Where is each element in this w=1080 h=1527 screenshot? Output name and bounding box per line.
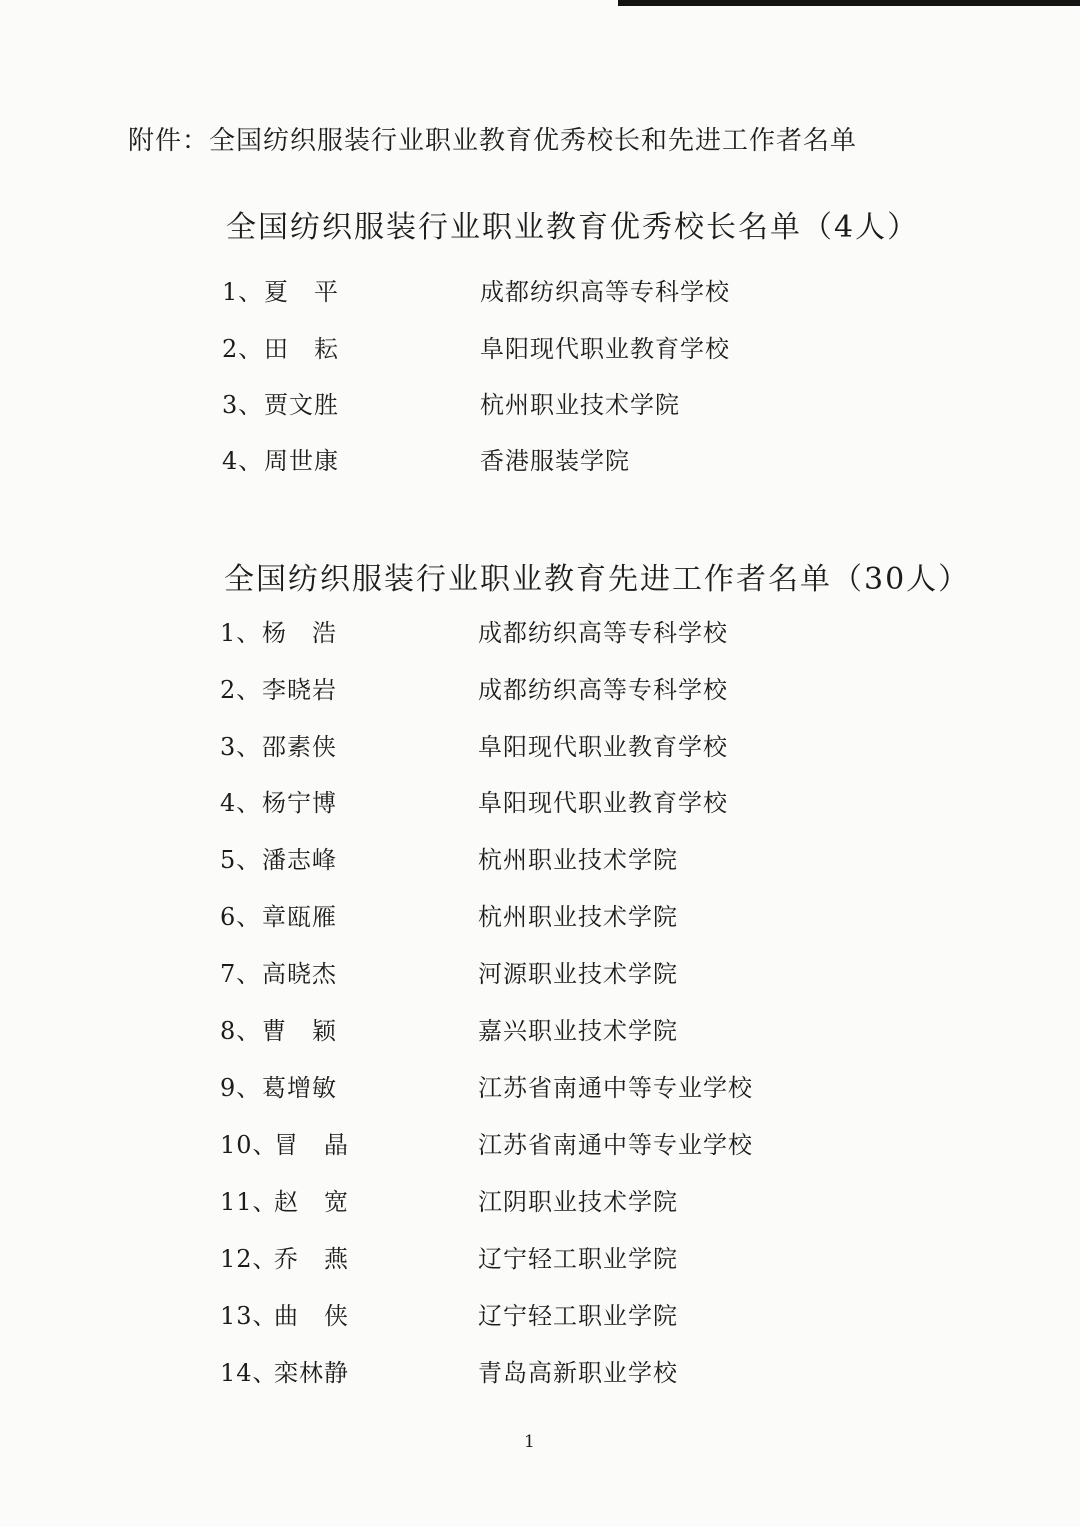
entry-organization: 成都纺织高等专科学校	[480, 278, 730, 306]
entry-name: 赵 宽	[274, 1188, 349, 1216]
entry-organization: 杭州职业技术学院	[478, 903, 678, 931]
entry-name: 乔 燕	[274, 1245, 349, 1273]
entry-index: 7、	[220, 960, 262, 988]
entry-organization: 嘉兴职业技术学院	[478, 1017, 678, 1045]
entry-name: 夏 平	[264, 278, 339, 306]
entry-index: 14、	[220, 1359, 278, 1387]
entry-index: 9、	[220, 1074, 262, 1102]
attachment-title: 附件：全国纺织服装行业职业教育优秀校长和先进工作者名单	[128, 126, 858, 156]
scan-edge-shadow	[618, 0, 1080, 6]
entry-index: 10、	[220, 1131, 278, 1159]
entry-organization: 江苏省南通中等专业学校	[478, 1131, 753, 1159]
entry-organization: 香港服装学院	[480, 447, 630, 475]
entry-name: 邵素侠	[262, 733, 337, 761]
entry-organization: 阜阳现代职业教育学校	[478, 789, 728, 817]
section-title-principals: 全国纺织服装行业职业教育优秀校长名单（4人）	[226, 210, 920, 245]
section-title-workers: 全国纺织服装行业职业教育先进工作者名单（30人）	[224, 562, 971, 597]
entry-name: 贾文胜	[264, 391, 339, 419]
entry-name: 冒 晶	[274, 1131, 349, 1159]
entry-index: 12、	[220, 1245, 278, 1273]
entry-organization: 阜阳现代职业教育学校	[478, 733, 728, 761]
entry-index: 11、	[220, 1188, 278, 1216]
entry-name: 曹 颖	[262, 1017, 337, 1045]
entry-index: 8、	[220, 1017, 262, 1045]
entry-name: 栾林静	[274, 1359, 349, 1387]
entry-name: 田 耘	[264, 335, 339, 363]
entry-index: 4、	[220, 789, 262, 817]
entry-organization: 辽宁轻工职业学院	[478, 1302, 678, 1330]
entry-name: 曲 侠	[274, 1302, 349, 1330]
entry-organization: 成都纺织高等专科学校	[478, 676, 728, 704]
entry-name: 葛增敏	[262, 1074, 337, 1102]
entry-index: 2、	[220, 676, 262, 704]
entry-organization: 江苏省南通中等专业学校	[478, 1074, 753, 1102]
entry-index: 4、	[222, 447, 264, 475]
entry-organization: 青岛高新职业学校	[478, 1359, 678, 1387]
entry-organization: 成都纺织高等专科学校	[478, 619, 728, 647]
entry-index: 1、	[220, 619, 262, 647]
entry-organization: 杭州职业技术学院	[478, 846, 678, 874]
entry-organization: 江阴职业技术学院	[478, 1188, 678, 1216]
entry-index: 5、	[220, 846, 262, 874]
entry-index: 2、	[222, 335, 264, 363]
entry-name: 潘志峰	[262, 846, 337, 874]
entry-name: 李晓岩	[262, 676, 337, 704]
entry-name: 杨 浩	[262, 619, 337, 647]
entry-organization: 辽宁轻工职业学院	[478, 1245, 678, 1273]
entry-index: 3、	[220, 733, 262, 761]
entry-name: 杨宁博	[262, 789, 337, 817]
page-number: 1	[524, 1432, 535, 1452]
entry-index: 3、	[222, 391, 264, 419]
entry-organization: 阜阳现代职业教育学校	[480, 335, 730, 363]
entry-index: 1、	[222, 278, 264, 306]
entry-index: 6、	[220, 903, 262, 931]
entry-organization: 杭州职业技术学院	[480, 391, 680, 419]
entry-index: 13、	[220, 1302, 278, 1330]
entry-name: 章瓯雁	[262, 903, 337, 931]
entry-name: 高晓杰	[262, 960, 337, 988]
entry-organization: 河源职业技术学院	[478, 960, 678, 988]
entry-name: 周世康	[264, 447, 339, 475]
